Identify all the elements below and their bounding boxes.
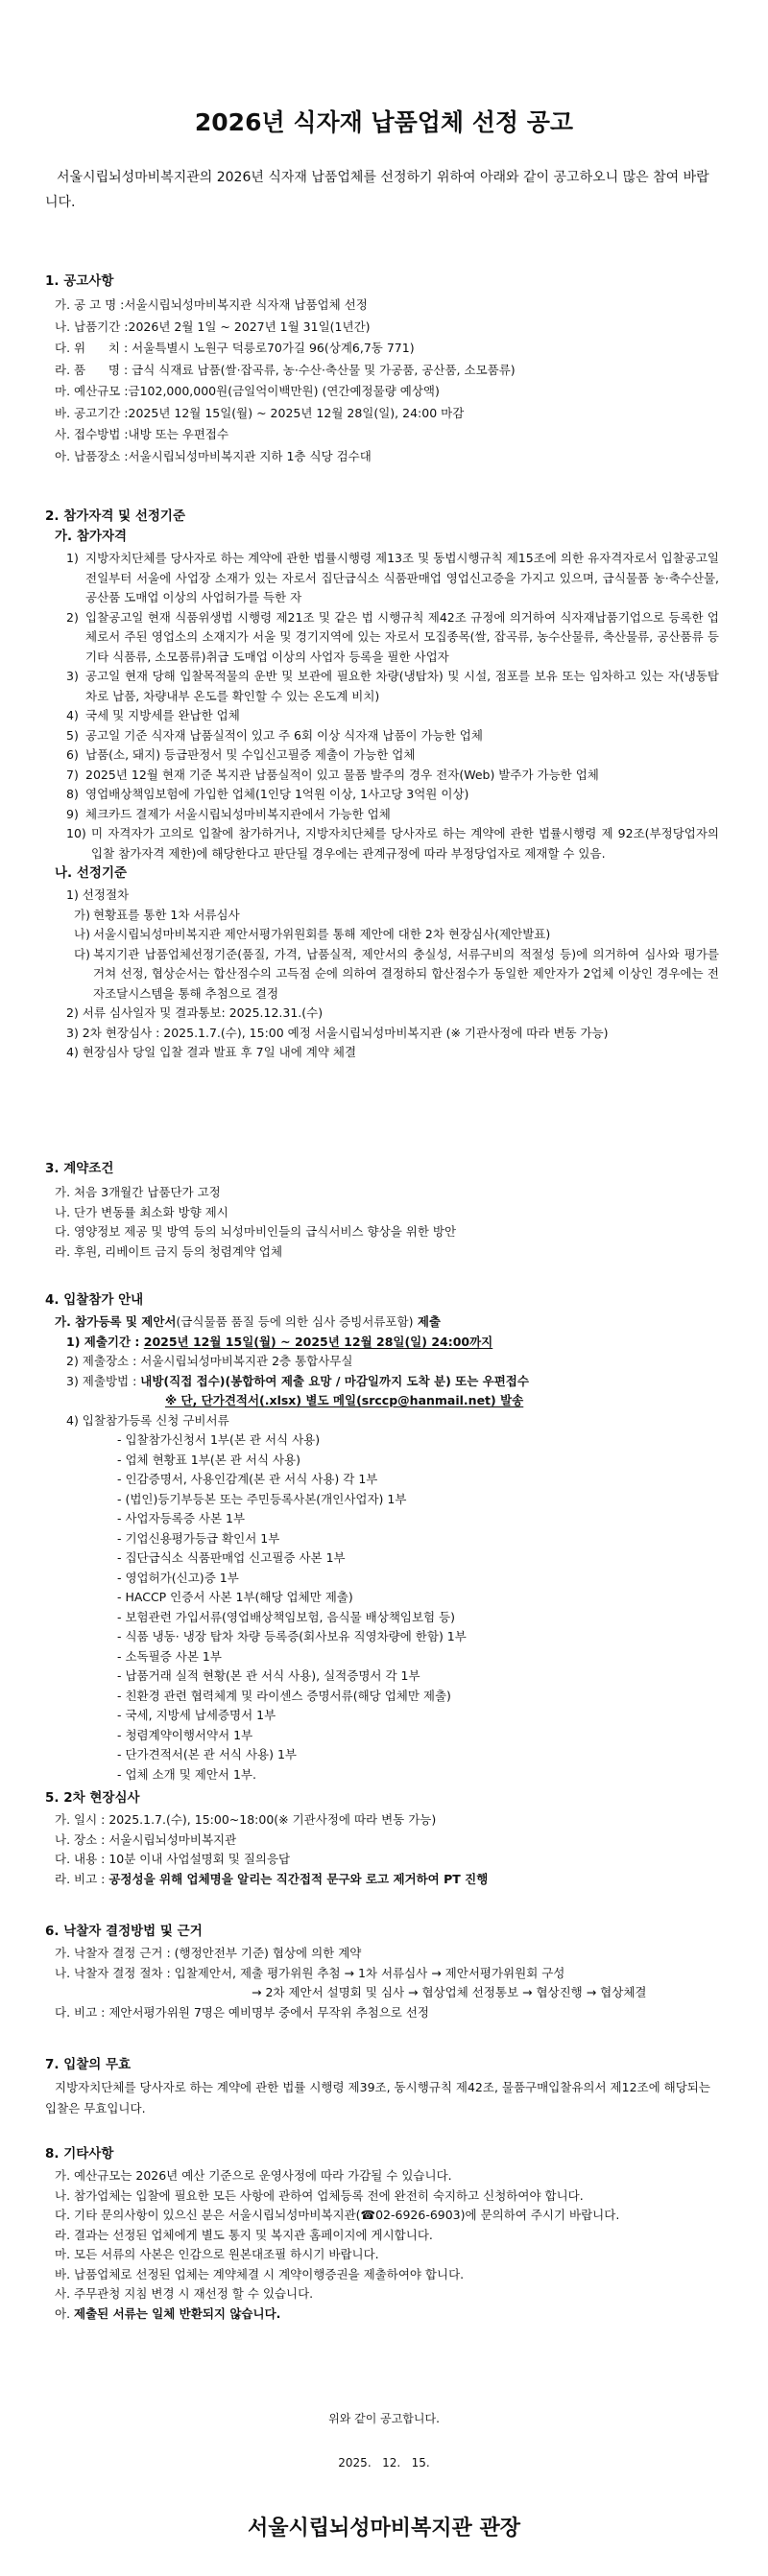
other-item: 사. 주무관청 지침 변경 시 재선정 할 수 있습니다. bbox=[55, 2286, 314, 2301]
contract-term: 다. 영양정보 제공 및 방역 등의 뇌성마비인들의 급식서비스 향상을 위한 방안 bbox=[55, 1224, 457, 1239]
award-basis: 가. 낙찰자 결정 근거 : (행정안전부 기준) 협상에 의한 계약 bbox=[55, 1946, 362, 1960]
document-item: - 단가견적서(본 관 서식 사용) 1부 bbox=[117, 1747, 297, 1761]
qualification-item: 5) 공고일 기준 식자재 납품실적이 있고 주 6회 이상 식자재 납품이 가능한 업체 bbox=[66, 727, 483, 743]
qualification-item: 8) 영업배상책임보험에 가입한 업체(1인당 1억원 이상, 1사고당 3억원 이상) bbox=[66, 787, 469, 801]
submission-place: 2) 제출장소 : 서울시립뇌성마비복지관 2층 통합사무실 bbox=[66, 1354, 353, 1368]
section-bid-invalidity bbox=[45, 2055, 727, 2119]
document-item: - 입찰참가신청서 1부(본 관 서식 사용) bbox=[117, 1432, 321, 1447]
section-announcement bbox=[45, 272, 727, 466]
procedure-step: 나) 서울시립뇌성마비복지관 제안서평가위원회를 통해 제안에 대한 2차 현장심사(제안발표) bbox=[74, 927, 551, 941]
section-heading: 7. 입찰의 무효 bbox=[45, 2057, 132, 2072]
document-item: - 영업허가(신고)증 1부 bbox=[117, 1570, 239, 1585]
subsection-heading: 가. 참가등록 및 제안서(급식물품 품질 등에 의한 심사 증빙서류포함) 제출 bbox=[55, 1314, 441, 1329]
submission-period: 1) 제출기간 : 2025년 12월 15일(월) ~ 2025년 12월 28일(일) 24:00까지 bbox=[66, 1334, 493, 1349]
procedure-step: 다) 복지기관 납품업체선정기준(품질, 가격, 납품실적, 제안서의 충실성, 서류구비의 적절성 등)에 의거하여 심사와 평가를 거쳐 선정, 협상순서는 합산점수의 고득점 순에 의하여 결정하되 합산점수가 동일한 제안자가 2업체 이상인 경우에는 전자조달시스템을 통해 추첨으로 결정 bbox=[74, 946, 719, 1001]
other-item: 나. 참가업체는 입찰에 필요한 모든 사항에 관하여 업체등록 전에 완전히 숙지하고 신청하여야 합니다. bbox=[55, 2187, 584, 2203]
award-procedure: 나. 낙찰자 결정 절차 : 입찰제안서, 제출 평가위원 추첨 → 1차 서류심사 → 제안서평가위원회 구성 bbox=[55, 1965, 565, 1980]
announcement-row: 라. 품 명 : 급식 식재료 납품(쌀·잡곡류, 농·수산·축산물 및 가공품, 공산품, 소모품류) bbox=[55, 362, 516, 377]
document-item: - 친환경 관련 협력체계 및 라이센스 증명서류(해당 업체만 제출) bbox=[117, 1688, 451, 1703]
section-contract-terms bbox=[45, 1159, 727, 1262]
document-item: - HACCP 인증서 사본 1부(해당 업체만 제출) bbox=[117, 1590, 353, 1604]
document-item: - 사업자등록증 사본 1부 bbox=[117, 1511, 246, 1525]
announcement-row: 아. 납품장소 : 서울시립뇌성마비복지관 지하 1층 식당 검수대 bbox=[55, 448, 372, 463]
procedure-step: 가) 현황표를 통한 1차 서류심사 bbox=[74, 907, 240, 922]
section-award-method bbox=[45, 1922, 727, 2022]
award-note: 다. 비고 : 제안서평가위원 7명은 예비명부 중에서 무작위 추첨으로 선정 bbox=[55, 2004, 429, 2020]
document-item: - 업체 현황표 1부(본 관 서식 사용) bbox=[117, 1452, 300, 1467]
qualification-item: 1) 지방자치단체를 당사자로 하는 계약에 관한 법률시행령 제13조 및 동법시행규칙 제15조에 의한 유자격자로서 입찰공고일 전일부터 서울에 사업장 소재가 있는 자로서 집단급식소 식품판매업 영업신고증을 가지고 있으며, 급식물품 농·축수산물, 공산품 도매업 이상의 사업허가를 득한 자 bbox=[66, 551, 719, 604]
document-item: - 보험관련 가입서류(영업배상책임보험, 음식물 배상책임보험 등) bbox=[117, 1609, 456, 1624]
other-item: 바. 납품업체로 선정된 업체는 계약체결 시 계약이행증권을 제출하여야 합니다. bbox=[55, 2266, 465, 2281]
document-item: - 인감증명서, 사용인감계(본 관 서식 사용) 각 1부 bbox=[117, 1472, 378, 1486]
document-item: - 청렴계약이행서약서 1부 bbox=[117, 1727, 253, 1742]
subsection-heading: 가. 참가자격 bbox=[55, 529, 128, 544]
contract-term: 나. 단가 변동률 최소화 방향 제시 bbox=[55, 1204, 228, 1219]
section-heading: 5. 2차 현장심사 bbox=[45, 1790, 140, 1806]
invalidity-text: 지방자치단체를 당사자로 하는 계약에 관한 법률 시행령 제39조, 동시행규칙 제42조, 물품구매입찰유의서 제12조에 해당되는 입찰은 무효입니다. bbox=[45, 2080, 710, 2115]
qualification-item: 9) 체크카드 결제가 서울시립뇌성마비복지관에서 가능한 업체 bbox=[66, 806, 391, 821]
qualification-item: 6) 납품(소, 돼지) 등급판정서 및 수입신고필증 제출이 가능한 업체 bbox=[66, 747, 416, 762]
section-heading: 2. 참가자격 및 선정기준 bbox=[45, 508, 185, 524]
document-item: - 납품거래 실적 현황(본 관 서식 사용), 실적증명서 각 1부 bbox=[117, 1668, 420, 1683]
section-heading: 1. 공고사항 bbox=[45, 273, 114, 289]
closing-statement: 위와 같이 공고합니다. bbox=[328, 2412, 440, 2425]
qualification-item: 10) 미 자격자가 고의로 입찰에 참가하거나, 지방자치단체를 당사자로 하는 계약에 관한 법률시행령 제 92조(부정당업자의 입찰 참가자격 제한)에 해당한다고 판단될 경우에는 관계규정에 따라 부정당업자로 제재할 수 있음. bbox=[66, 826, 719, 861]
section-heading: 3. 계약조건 bbox=[45, 1161, 114, 1176]
submission-method: 3) 제출방법 : 내방(직접 접수)(봉합하여 제출 요망 / 마감일까지 도착 분) 또는 우편접수 bbox=[66, 1373, 529, 1388]
announcement-date: 2025. 12. 15. bbox=[338, 2456, 430, 2470]
procedure-label: 1) 선정절차 bbox=[66, 887, 130, 902]
announcement-row: 다. 위 치 : 서울특별시 노원구 덕릉로70가길 96(상계6,7동 771) bbox=[55, 341, 415, 355]
other-item: 라. 결과는 선정된 업체에게 별도 통지 및 복지관 홈페이지에 게시합니다. bbox=[55, 2227, 433, 2242]
submission-email-note: ※ 단, 단가견적서(.xlsx) 별도 메일(srccp@hanmail.net) 발송 bbox=[165, 1393, 524, 1407]
document-item: - 집단급식소 식품판매업 신고필증 사본 1부 bbox=[117, 1550, 346, 1565]
qualification-item: 3) 공고일 현재 당해 입찰목적물의 운반 및 보관에 필요한 차량(냉탑차) 및 시설, 점포를 보유 또는 임차하고 있는 자(냉동탑차로 납품, 차량내부 온도를 확인할 수 있는 온도계 비치) bbox=[66, 669, 719, 703]
qualification-item: 2) 입찰공고일 현재 식품위생법 시행령 제21조 및 같은 법 시행규칙 제42조 규정에 의거하여 식자재납품기업으로 등록한 업체로서 주된 영업소의 소재지가 서울 및 경기지역에 있는 자로서 모집종목(쌀, 잡곡류, 농수산물류, 축산물류, 공산품류 등 기타 식품류, 소모품류)취급 도매업 이상의 사업자 등록을 필한 사업자 bbox=[66, 609, 719, 664]
other-item-final: 아. 제출된 서류는 일체 반환되지 않습니다. bbox=[55, 2305, 281, 2321]
criteria-item: 3) 2차 현장심사 : 2025.1.7.(수), 15:00 예정 서울시립뇌성마비복지관 (※ 기관사정에 따라 변동 가능) bbox=[66, 1025, 609, 1040]
document-item: - 업체 소개 및 제안서 1부. bbox=[117, 1766, 256, 1782]
qualification-list bbox=[45, 549, 719, 863]
other-item: 가. 예산규모는 2026년 예산 기준으로 운영사정에 따라 가감될 수 있습니다. bbox=[55, 2168, 452, 2183]
other-item: 다. 기타 문의사항이 있으신 분은 서울시립뇌성마비복지관(☎02-6926-6903)에 문의하여 주시기 바랍니다. bbox=[55, 2208, 620, 2222]
review-row: 가. 일시 : 2025.1.7.(수), 15:00~18:00(※ 기관사정에 따라 변동 가능) bbox=[55, 1812, 437, 1827]
contract-term: 가. 처음 3개월간 납품단가 고정 bbox=[55, 1185, 221, 1199]
documents-label: 4) 입찰참가등록 신청 구비서류 bbox=[66, 1412, 229, 1428]
section-other-matters bbox=[45, 2144, 727, 2324]
document-item: - 기업신용평가등급 확인서 1부 bbox=[117, 1530, 280, 1546]
award-procedure-continued: → 2차 제안서 설명회 및 심사 → 협상업체 선정통보 → 협상진행 → 협상체결 bbox=[252, 1985, 647, 1999]
announcement-row: 나. 납품기간 : 2026년 2월 1일 ~ 2027년 1월 31일(1년간) bbox=[55, 319, 371, 334]
section-heading: 4. 입찰참가 안내 bbox=[45, 1292, 144, 1308]
document-item: - 식품 냉동· 냉장 탑차 차량 등록증(회사보유 직영차량에 한함) 1부 bbox=[117, 1629, 467, 1643]
document-item: - 국세, 지방세 납세증명서 1부 bbox=[117, 1708, 276, 1722]
review-row: 라. 비고 : 공정성을 위해 업체명을 알리는 직간접적 문구와 로고 제거하여 PT 진행 bbox=[55, 1871, 489, 1886]
section-onsite-review bbox=[45, 1788, 727, 1889]
document-item: - (법인)등기부등본 또는 주민등록사본(개인사업자) 1부 bbox=[117, 1491, 407, 1506]
criteria-item: 4) 현장심사 당일 입찰 결과 발표 후 7일 내에 계약 체결 bbox=[66, 1045, 357, 1059]
section-bid-participation bbox=[45, 1290, 727, 1784]
subsection-heading: 나. 선정기준 bbox=[55, 865, 128, 881]
announcement-row: 바. 공고기간 : 2025년 12월 15일(월) ~ 2025년 12월 28일(일), 24:00 마감 bbox=[55, 405, 465, 420]
contract-term: 라. 후원, 리베이트 금지 등의 청렴계약 업체 bbox=[55, 1243, 283, 1259]
section-heading: 6. 낙찰자 결정방법 및 근거 bbox=[45, 1924, 203, 1939]
required-documents-list bbox=[45, 1430, 727, 1784]
review-row: 다. 내용 : 10분 이내 사업설명회 및 질의응답 bbox=[55, 1852, 291, 1866]
document-title: 2026년 식자재 납품업체 선정 공고 bbox=[194, 108, 574, 136]
review-row: 나. 장소 : 서울시립뇌성마비복지관 bbox=[55, 1832, 237, 1847]
qualification-item: 7) 2025년 12월 현재 기준 복지관 납품실적이 있고 물품 발주의 경우 전자(Web) 발주가 가능한 업체 bbox=[66, 767, 599, 782]
section-heading: 8. 기타사항 bbox=[45, 2146, 114, 2162]
other-item: 마. 모든 서류의 사본은 인감으로 원본대조필 하시기 바랍니다. bbox=[55, 2247, 379, 2261]
section-qualification bbox=[45, 507, 727, 1063]
qualification-item: 4) 국세 및 지방세를 완납한 업체 bbox=[66, 708, 240, 722]
announcement-row: 가. 공 고 명 : 서울시립뇌성마비복지관 식자재 납품업체 선정 bbox=[55, 297, 368, 312]
document-item: - 소독필증 사본 1부 bbox=[117, 1648, 222, 1664]
criteria-item: 2) 서류 심사일자 및 결과통보: 2025.12.31.(수) bbox=[66, 1005, 324, 1020]
procedure-steps bbox=[45, 906, 719, 1004]
intro-paragraph: 서울시립뇌성마비복지관의 2026년 식자재 납품업체를 선정하기 위하여 아래와 같이 공고하오니 많은 참여 바랍니다. bbox=[45, 170, 709, 210]
signature: 서울시립뇌성마비복지관 관장 bbox=[248, 2517, 520, 2541]
announcement-row: 사. 접수방법 : 내방 또는 우편접수 bbox=[55, 427, 229, 441]
announcement-row: 마. 예산규모 : 금102,000,000원(금일억이백만원) (연간예정물량 예상액) bbox=[55, 384, 440, 398]
